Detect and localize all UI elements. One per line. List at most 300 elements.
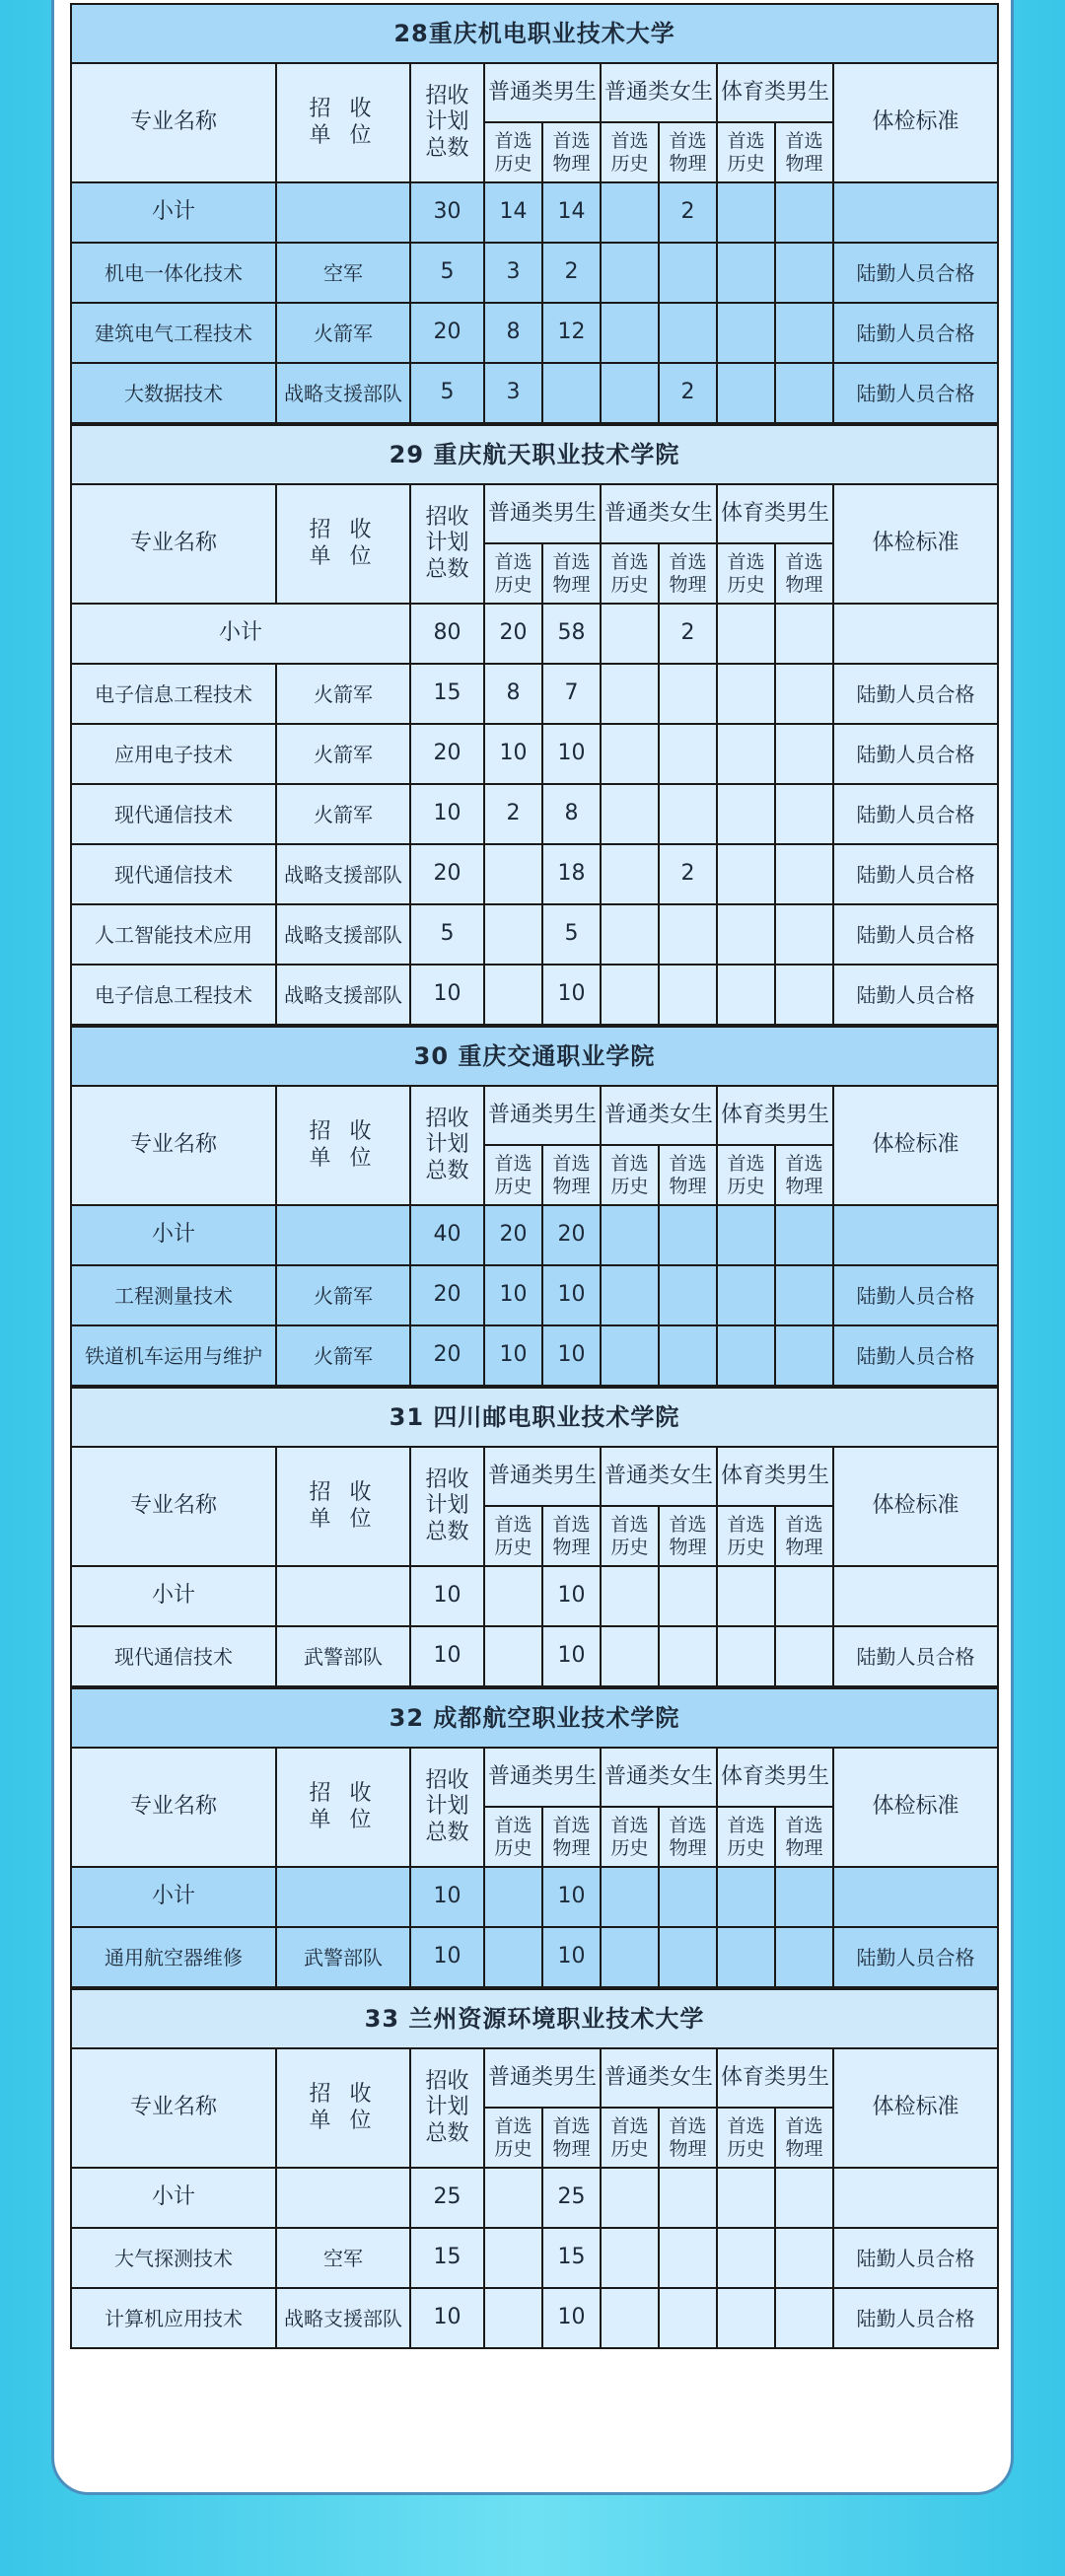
table-row <box>71 1265 998 1325</box>
cell-gm_hist: 8 <box>484 303 542 363</box>
subtotal-label: 小计 <box>71 1867 276 1927</box>
table-row <box>71 784 998 844</box>
cell-total: 20 <box>410 1265 484 1325</box>
cell-sm_phys <box>775 1265 833 1325</box>
cell-standard: 陆勤人员合格 <box>833 1265 998 1325</box>
cell-sm_phys <box>775 1626 833 1686</box>
table-row <box>71 965 998 1025</box>
subtotal-sm_hist <box>717 604 775 664</box>
cell-standard: 陆勤人员合格 <box>833 784 998 844</box>
header-history: 首选 历史 <box>717 543 775 604</box>
subtotal-total: 80 <box>410 604 484 664</box>
cell-gf_hist <box>601 1325 659 1386</box>
subtotal-unit <box>276 182 410 243</box>
header-physics: 首选 物理 <box>659 1145 717 1205</box>
header-physics: 首选 物理 <box>775 1506 833 1566</box>
subtotal-sm_phys <box>775 182 833 243</box>
cell-sm_hist <box>717 1927 775 1987</box>
cell-major: 现代通信技术 <box>71 844 276 904</box>
cell-gm_hist: 10 <box>484 1265 542 1325</box>
cell-sm_hist <box>717 2288 775 2348</box>
header-plan: 招收 计划 总数 <box>410 1748 484 1867</box>
subtotal-label: 小计 <box>71 2168 276 2228</box>
subtotal-gf_phys <box>659 2168 717 2228</box>
header-physical-standard: 体检标准 <box>833 2048 998 2168</box>
subtotal-sm_phys <box>775 2168 833 2228</box>
cell-standard: 陆勤人员合格 <box>833 664 998 724</box>
cell-gf_phys <box>659 724 717 784</box>
subtotal-sm_hist <box>717 1867 775 1927</box>
cell-major: 现代通信技术 <box>71 1626 276 1686</box>
cell-standard: 陆勤人员合格 <box>833 904 998 965</box>
cell-gm_hist <box>484 1626 542 1686</box>
cell-total: 10 <box>410 965 484 1025</box>
cell-major: 人工智能技术应用 <box>71 904 276 965</box>
cell-gm_phys: 15 <box>542 2228 601 2288</box>
subtotal-gm_phys: 20 <box>542 1205 601 1265</box>
cell-sm_hist <box>717 2228 775 2288</box>
cell-standard: 陆勤人员合格 <box>833 1626 998 1686</box>
subtotal-sm_phys <box>775 1205 833 1265</box>
cell-gm_hist: 10 <box>484 1325 542 1386</box>
cell-total: 15 <box>410 2228 484 2288</box>
cell-gf_hist <box>601 1927 659 1987</box>
cell-total: 10 <box>410 2288 484 2348</box>
subtotal-standard <box>833 604 998 664</box>
cell-sm_phys <box>775 724 833 784</box>
table-row <box>71 2228 998 2288</box>
header-major: 专业名称 <box>71 2048 276 2168</box>
subtotal-gf_phys: 2 <box>659 182 717 243</box>
header-sports-male: 体育类男生 <box>717 1447 833 1506</box>
cell-standard: 陆勤人员合格 <box>833 1325 998 1386</box>
cell-gm_phys: 10 <box>542 724 601 784</box>
subtotal-gm_hist <box>484 2168 542 2228</box>
cell-unit: 战略支援部队 <box>276 965 410 1025</box>
subtotal-label: 小计 <box>71 182 276 243</box>
school-table <box>70 1026 999 1387</box>
cell-sm_phys <box>775 784 833 844</box>
subtotal-gm_phys: 14 <box>542 182 601 243</box>
header-physics: 首选 物理 <box>542 2108 601 2168</box>
cell-total: 5 <box>410 243 484 303</box>
subtotal-total: 10 <box>410 1867 484 1927</box>
cell-gf_hist <box>601 965 659 1025</box>
cell-gf_phys <box>659 965 717 1025</box>
cell-sm_phys <box>775 303 833 363</box>
cell-gf_phys <box>659 664 717 724</box>
subtotal-sm_hist <box>717 1205 775 1265</box>
cell-gm_hist <box>484 904 542 965</box>
cell-sm_phys <box>775 664 833 724</box>
header-general-male: 普通类男生 <box>484 63 601 122</box>
subtotal-gf_hist <box>601 2168 659 2228</box>
subtotal-standard <box>833 1205 998 1265</box>
subtotal-unit <box>276 1566 410 1626</box>
cell-gf_hist <box>601 303 659 363</box>
header-general-male: 普通类男生 <box>484 1748 601 1807</box>
cell-major: 电子信息工程技术 <box>71 965 276 1025</box>
cell-total: 20 <box>410 1325 484 1386</box>
subtotal-gm_hist: 20 <box>484 604 542 664</box>
header-major: 专业名称 <box>71 63 276 182</box>
cell-gm_hist <box>484 2228 542 2288</box>
cell-gf_phys <box>659 303 717 363</box>
cell-sm_hist <box>717 303 775 363</box>
cell-standard: 陆勤人员合格 <box>833 965 998 1025</box>
header-physics: 首选 物理 <box>659 1807 717 1867</box>
cell-standard: 陆勤人员合格 <box>833 2288 998 2348</box>
header-history: 首选 历史 <box>601 1145 659 1205</box>
cell-unit: 武警部队 <box>276 1626 410 1686</box>
header-plan: 招收 计划 总数 <box>410 1447 484 1566</box>
header-history: 首选 历史 <box>484 1506 542 1566</box>
subtotal-unit <box>276 1867 410 1927</box>
subtotal-gm_phys: 58 <box>542 604 601 664</box>
cell-standard: 陆勤人员合格 <box>833 363 998 423</box>
header-sports-male: 体育类男生 <box>717 484 833 543</box>
header-history: 首选 历史 <box>601 122 659 182</box>
subtotal-standard <box>833 2168 998 2228</box>
cell-gf_phys <box>659 243 717 303</box>
cell-gm_phys: 8 <box>542 784 601 844</box>
cell-standard: 陆勤人员合格 <box>833 2228 998 2288</box>
cell-gm_hist <box>484 844 542 904</box>
header-general-female: 普通类女生 <box>601 484 717 543</box>
subtotal-total: 30 <box>410 182 484 243</box>
cell-gm_phys: 10 <box>542 965 601 1025</box>
header-major: 专业名称 <box>71 1086 276 1205</box>
cell-unit: 火箭军 <box>276 303 410 363</box>
cell-sm_phys <box>775 2228 833 2288</box>
subtotal-gf_phys <box>659 1867 717 1927</box>
cell-gf_hist <box>601 243 659 303</box>
cell-gm_hist: 8 <box>484 664 542 724</box>
table-row <box>71 303 998 363</box>
header-history: 首选 历史 <box>484 122 542 182</box>
header-plan: 招收 计划 总数 <box>410 2048 484 2168</box>
cell-gm_phys: 18 <box>542 844 601 904</box>
header-unit: 招 收 单 位 <box>276 1748 410 1867</box>
cell-sm_phys <box>775 1927 833 1987</box>
subtotal-standard <box>833 1867 998 1927</box>
cell-sm_phys <box>775 1325 833 1386</box>
school-title: 32 成都航空职业技术学院 <box>71 1688 998 1748</box>
header-history: 首选 历史 <box>717 2108 775 2168</box>
cell-gf_phys: 2 <box>659 363 717 423</box>
subtotal-standard <box>833 1566 998 1626</box>
subtotal-total: 10 <box>410 1566 484 1626</box>
cell-unit: 火箭军 <box>276 1325 410 1386</box>
cell-total: 20 <box>410 303 484 363</box>
subtotal-gm_hist: 20 <box>484 1205 542 1265</box>
subtotal-gm_hist <box>484 1867 542 1927</box>
cell-standard: 陆勤人员合格 <box>833 303 998 363</box>
table-row <box>71 664 998 724</box>
cell-unit: 战略支援部队 <box>276 363 410 423</box>
cell-gf_phys <box>659 1325 717 1386</box>
table-row <box>71 1927 998 1987</box>
cell-major: 电子信息工程技术 <box>71 664 276 724</box>
cell-gf_phys: 2 <box>659 844 717 904</box>
cell-major: 现代通信技术 <box>71 784 276 844</box>
subtotal-gf_phys <box>659 1566 717 1626</box>
cell-unit: 空军 <box>276 243 410 303</box>
table-row <box>71 363 998 423</box>
cell-total: 10 <box>410 1626 484 1686</box>
subtotal-gm_hist <box>484 1566 542 1626</box>
header-unit: 招 收 单 位 <box>276 484 410 604</box>
header-sports-male: 体育类男生 <box>717 1086 833 1145</box>
school-table <box>70 424 999 1026</box>
cell-unit: 战略支援部队 <box>276 2288 410 2348</box>
header-plan: 招收 计划 总数 <box>410 63 484 182</box>
header-unit: 招 收 单 位 <box>276 1447 410 1566</box>
cell-unit: 火箭军 <box>276 784 410 844</box>
cell-gf_phys <box>659 2228 717 2288</box>
cell-total: 20 <box>410 724 484 784</box>
cell-gf_phys <box>659 2288 717 2348</box>
cell-gf_hist <box>601 664 659 724</box>
header-physics: 首选 物理 <box>659 122 717 182</box>
header-physical-standard: 体检标准 <box>833 1086 998 1205</box>
header-unit: 招 收 单 位 <box>276 63 410 182</box>
header-physics: 首选 物理 <box>775 1145 833 1205</box>
table-row <box>71 243 998 303</box>
header-history: 首选 历史 <box>601 543 659 604</box>
header-physics: 首选 物理 <box>542 1145 601 1205</box>
header-general-male: 普通类男生 <box>484 484 601 543</box>
header-history: 首选 历史 <box>484 543 542 604</box>
subtotal-sm_hist <box>717 1566 775 1626</box>
cell-unit: 战略支援部队 <box>276 904 410 965</box>
header-plan: 招收 计划 总数 <box>410 484 484 604</box>
cell-gf_hist <box>601 1626 659 1686</box>
cell-sm_phys <box>775 243 833 303</box>
subtotal-sm_phys <box>775 1867 833 1927</box>
cell-total: 20 <box>410 844 484 904</box>
school-title: 30 重庆交通职业学院 <box>71 1027 998 1086</box>
table-row <box>71 2288 998 2348</box>
header-physics: 首选 物理 <box>542 1807 601 1867</box>
cell-sm_hist <box>717 363 775 423</box>
cell-major: 铁道机车运用与维护 <box>71 1325 276 1386</box>
header-general-male: 普通类男生 <box>484 2048 601 2108</box>
subtotal-gf_hist <box>601 1566 659 1626</box>
cell-sm_hist <box>717 784 775 844</box>
header-physical-standard: 体检标准 <box>833 63 998 182</box>
cell-sm_hist <box>717 965 775 1025</box>
cell-unit: 战略支援部队 <box>276 844 410 904</box>
cell-standard: 陆勤人员合格 <box>833 724 998 784</box>
subtotal-total: 25 <box>410 2168 484 2228</box>
subtotal-label: 小计 <box>71 1205 276 1265</box>
cell-gm_hist <box>484 2288 542 2348</box>
header-physical-standard: 体检标准 <box>833 1447 998 1566</box>
header-physics: 首选 物理 <box>659 2108 717 2168</box>
cell-unit: 火箭军 <box>276 1265 410 1325</box>
cell-gm_hist: 10 <box>484 724 542 784</box>
school-title: 33 兰州资源环境职业技术大学 <box>71 1989 998 2048</box>
subtotal-gf_hist <box>601 182 659 243</box>
header-general-female: 普通类女生 <box>601 2048 717 2108</box>
header-history: 首选 历史 <box>717 122 775 182</box>
table-row <box>71 1626 998 1686</box>
header-history: 首选 历史 <box>484 2108 542 2168</box>
header-general-female: 普通类女生 <box>601 1447 717 1506</box>
header-major: 专业名称 <box>71 484 276 604</box>
cell-sm_phys <box>775 2288 833 2348</box>
cell-total: 5 <box>410 904 484 965</box>
cell-standard: 陆勤人员合格 <box>833 1927 998 1987</box>
table-row <box>71 904 998 965</box>
cell-standard: 陆勤人员合格 <box>833 844 998 904</box>
subtotal-label: 小计 <box>71 604 410 664</box>
table-row <box>71 1325 998 1386</box>
subtotal-standard <box>833 182 998 243</box>
subtotal-unit <box>276 1205 410 1265</box>
cell-major: 大气探测技术 <box>71 2228 276 2288</box>
cell-gm_hist: 2 <box>484 784 542 844</box>
header-general-female: 普通类女生 <box>601 1748 717 1807</box>
cell-gf_phys <box>659 1265 717 1325</box>
subtotal-sm_phys <box>775 604 833 664</box>
tables-container <box>70 3 997 2349</box>
cell-gf_hist <box>601 724 659 784</box>
cell-gm_hist: 3 <box>484 243 542 303</box>
header-physical-standard: 体检标准 <box>833 484 998 604</box>
cell-gm_hist <box>484 965 542 1025</box>
header-sports-male: 体育类男生 <box>717 63 833 122</box>
subtotal-gf_hist <box>601 1205 659 1265</box>
header-unit: 招 收 单 位 <box>276 2048 410 2168</box>
cell-gf_phys <box>659 1626 717 1686</box>
cell-gf_hist <box>601 784 659 844</box>
header-physics: 首选 物理 <box>542 1506 601 1566</box>
header-physics: 首选 物理 <box>775 543 833 604</box>
cell-sm_phys <box>775 965 833 1025</box>
school-title: 28重庆机电职业技术大学 <box>71 4 998 63</box>
cell-gm_phys: 10 <box>542 2288 601 2348</box>
school-title: 31 四川邮电职业技术学院 <box>71 1388 998 1447</box>
cell-major: 工程测量技术 <box>71 1265 276 1325</box>
cell-sm_hist <box>717 664 775 724</box>
subtotal-gf_phys <box>659 1205 717 1265</box>
cell-sm_hist <box>717 904 775 965</box>
header-physics: 首选 物理 <box>775 1807 833 1867</box>
header-history: 首选 历史 <box>717 1145 775 1205</box>
cell-gf_hist <box>601 1265 659 1325</box>
cell-unit: 火箭军 <box>276 664 410 724</box>
cell-gm_phys: 2 <box>542 243 601 303</box>
cell-gm_phys: 10 <box>542 1265 601 1325</box>
cell-sm_phys <box>775 844 833 904</box>
school-table <box>70 1687 999 1988</box>
header-physics: 首选 物理 <box>542 543 601 604</box>
subtotal-gm_phys: 10 <box>542 1566 601 1626</box>
header-unit: 招 收 单 位 <box>276 1086 410 1205</box>
cell-unit: 火箭军 <box>276 724 410 784</box>
header-history: 首选 历史 <box>717 1506 775 1566</box>
header-general-female: 普通类女生 <box>601 63 717 122</box>
cell-gm_hist <box>484 1927 542 1987</box>
header-sports-male: 体育类男生 <box>717 1748 833 1807</box>
cell-sm_hist <box>717 724 775 784</box>
cell-gf_phys <box>659 784 717 844</box>
cell-gm_phys: 10 <box>542 1626 601 1686</box>
cell-sm_hist <box>717 243 775 303</box>
table-row <box>71 844 998 904</box>
header-history: 首选 历史 <box>484 1145 542 1205</box>
cell-standard: 陆勤人员合格 <box>833 243 998 303</box>
cell-major: 建筑电气工程技术 <box>71 303 276 363</box>
cell-sm_phys <box>775 363 833 423</box>
cell-gm_phys: 10 <box>542 1927 601 1987</box>
header-physics: 首选 物理 <box>659 1506 717 1566</box>
cell-gf_hist <box>601 844 659 904</box>
cell-gf_phys <box>659 1927 717 1987</box>
cell-gm_hist: 3 <box>484 363 542 423</box>
cell-total: 10 <box>410 1927 484 1987</box>
subtotal-gf_phys: 2 <box>659 604 717 664</box>
subtotal-gm_phys: 25 <box>542 2168 601 2228</box>
subtotal-sm_hist <box>717 182 775 243</box>
cell-gf_hist <box>601 2288 659 2348</box>
cell-major: 大数据技术 <box>71 363 276 423</box>
cell-major: 机电一体化技术 <box>71 243 276 303</box>
cell-gf_hist <box>601 2228 659 2288</box>
header-plan: 招收 计划 总数 <box>410 1086 484 1205</box>
subtotal-total: 40 <box>410 1205 484 1265</box>
subtotal-gm_hist: 14 <box>484 182 542 243</box>
header-major: 专业名称 <box>71 1748 276 1867</box>
header-history: 首选 历史 <box>601 2108 659 2168</box>
subtotal-gf_hist <box>601 604 659 664</box>
header-general-male: 普通类男生 <box>484 1447 601 1506</box>
header-physics: 首选 物理 <box>542 122 601 182</box>
cell-unit: 空军 <box>276 2228 410 2288</box>
school-title: 29 重庆航天职业技术学院 <box>71 425 998 484</box>
cell-sm_phys <box>775 904 833 965</box>
header-physics: 首选 物理 <box>659 543 717 604</box>
cell-sm_hist <box>717 844 775 904</box>
subtotal-unit <box>276 2168 410 2228</box>
header-physics: 首选 物理 <box>775 2108 833 2168</box>
header-history: 首选 历史 <box>601 1506 659 1566</box>
subtotal-gf_hist <box>601 1867 659 1927</box>
school-table <box>70 3 999 424</box>
header-major: 专业名称 <box>71 1447 276 1566</box>
cell-major: 通用航空器维修 <box>71 1927 276 1987</box>
cell-sm_hist <box>717 1265 775 1325</box>
header-sports-male: 体育类男生 <box>717 2048 833 2108</box>
cell-sm_hist <box>717 1325 775 1386</box>
table-row <box>71 724 998 784</box>
cell-major: 计算机应用技术 <box>71 2288 276 2348</box>
cell-gm_phys <box>542 363 601 423</box>
cell-total: 10 <box>410 784 484 844</box>
subtotal-sm_hist <box>717 2168 775 2228</box>
content-card <box>51 0 1014 2495</box>
cell-unit: 武警部队 <box>276 1927 410 1987</box>
cell-total: 5 <box>410 363 484 423</box>
header-history: 首选 历史 <box>717 1807 775 1867</box>
cell-gf_phys <box>659 904 717 965</box>
cell-gm_phys: 7 <box>542 664 601 724</box>
school-table <box>70 1387 999 1687</box>
header-physics: 首选 物理 <box>775 122 833 182</box>
header-general-female: 普通类女生 <box>601 1086 717 1145</box>
